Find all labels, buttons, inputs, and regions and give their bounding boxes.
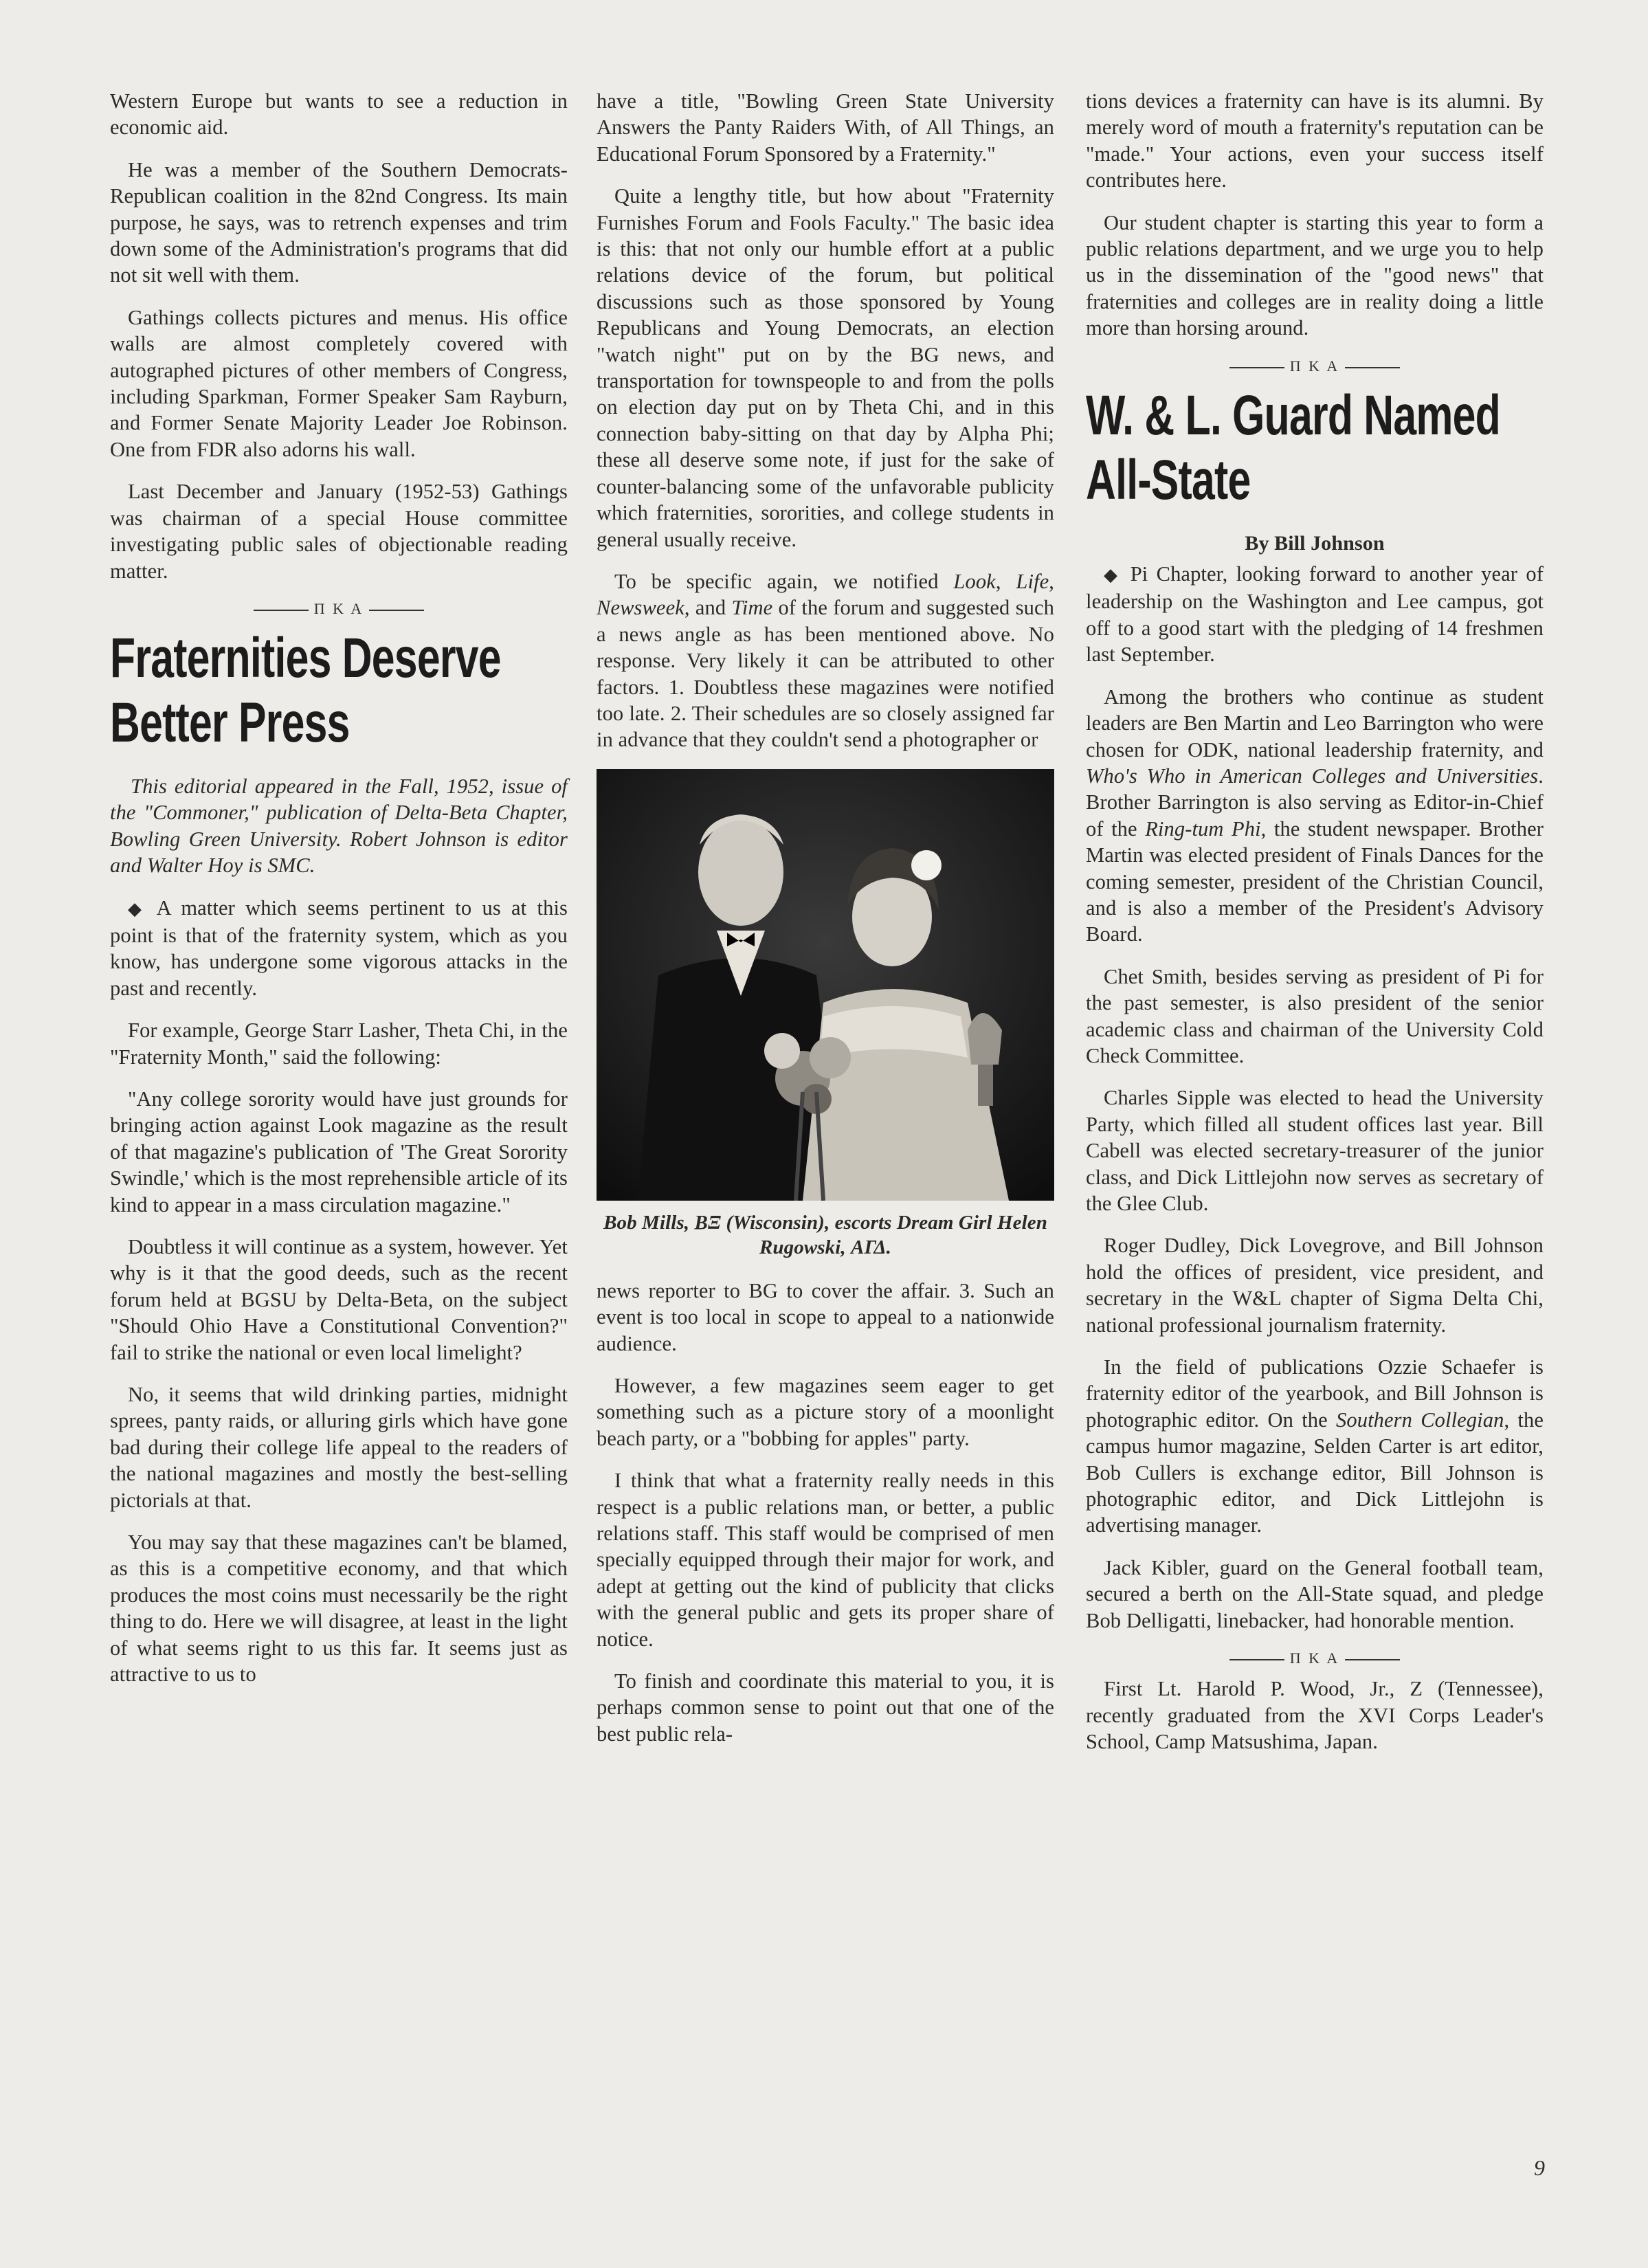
headline-wl-guard: W. & L. Guard Named All-State	[1086, 383, 1500, 511]
paragraph: have a title, "Bowling Green State University Answers the Panty Raiders With, of All Things, an Educational Forum Sponsored by a Fraternity."	[597, 89, 1054, 166]
paragraph: Roger Dudley, Dick Lovegrove, and Bill Johnson hold the offices of president, vice president, and secretary in the W&L chapter of Sigma Delta Chi, national professional journalism fraternity.	[1086, 1234, 1544, 1337]
column-left	[110, 88, 568, 1704]
paragraph: However, a few magazines seem eager to get something such as a picture story of a moonlight beach party, or a "bobbing for apples" party.	[597, 1373, 1054, 1450]
paragraph: news reporter to BG to cover the affair. 3. Such an event is too local in scope to appeal to a nationwide audience.	[597, 1278, 1054, 1355]
byline: By Bill Johnson	[1245, 531, 1385, 555]
paragraph: To finish and coordinate this material to you, it is perhaps common sense to point out that one of the best public rela-	[597, 1669, 1054, 1746]
paragraph: Western Europe but wants to see a reduction in economic aid.	[110, 89, 568, 140]
column-middle	[597, 88, 1054, 1763]
paragraph: ◆ A matter which seems pertinent to us at this point is that of the fraternity system, which as you know, has undergone some vigorous attacks in the past and recently.	[110, 896, 568, 1000]
couple-photo	[597, 769, 1054, 1201]
diamond-icon: ◆	[1104, 565, 1121, 586]
photo-caption: Bob Mills, ΒΞ (Wisconsin), escorts Dream Girl Helen Rugowski, ΑΓΔ.	[603, 1211, 1047, 1258]
paragraph: No, it seems that wild drinking parties, midnight sprees, panty raids, or alluring girls which have gone bad during their college life appeal to the readers of the national magazines and mostly the best-selling pictorials at that.	[110, 1383, 568, 1512]
editorial-intro: This editorial appeared in the Fall, 1952, issue of the "Commoner," publication of Delta-Beta Chapter, Bowling Green University. Robert Johnson is editor and Walter Hoy is SMC.	[110, 774, 568, 878]
page-number: 9	[1534, 2155, 1545, 2180]
paragraph: tions devices a fraternity can have is its alumni. By merely word of mouth a fraternity's reputation can be "made." Your actions, even your success itself contributes here.	[1086, 89, 1544, 192]
headline-fraternities: Fraternities Deserve Better Press	[110, 626, 501, 754]
paragraph: Last December and January (1952-53) Gathings was chairman of a special House committee investigating public sales of objectionable reading matter.	[110, 480, 568, 583]
paragraph: Charles Sipple was elected to head the University Party, which filled all student offices last year. Bill Cabell was elected secretary-treasurer of the junior class, and Dick Littlejohn now serves as secretary of the Glee Club.	[1086, 1086, 1544, 1215]
quote-paragraph: "Any college sorority would have just grounds for bringing action against Look magazine as the result of that magazine's publication of 'The Great Sorority Swindle,' which is the most reprehensible article of its kind to appear in a mass circulation magazine."	[110, 1087, 568, 1216]
paragraph: ◆ Pi Chapter, looking forward to another year of leadership on the Washington and Lee campus, got off to a good start with the pledging of 14 freshmen last September.	[1086, 562, 1544, 667]
paragraph: I think that what a fraternity really needs in this respect is a public relations man, or better, a public relations staff. This staff would be comprised of men specially equipped through their major for work, and adept at getting out the kind of publicity that clicks with the general public and gets its proper share of notice.	[597, 1469, 1054, 1651]
paragraph: Chet Smith, besides serving as president of Pi for the past semester, is also president of the senior academic class and chairman of the University Cold Check Committee.	[1086, 964, 1544, 1067]
paragraph: You may say that these magazines can't be blamed, as this is a competitive economy, and that which produces the most coins must necessarily be the right thing to do. Here we will disagree, at least in the light of what seems right to us this far. It seems just as attractive to us to	[110, 1531, 568, 1687]
diamond-icon: ◆	[128, 898, 147, 919]
section-separator: Π Κ Α	[110, 600, 568, 618]
paragraph: For example, George Starr Lasher, Theta Chi, in the "Fraternity Month," said the following:	[110, 1019, 568, 1069]
paragraph: He was a member of the Southern Democrats-Republican coalition in the 82nd Congress. Its main purpose, he says, was to retrench expenses and trim down some of the Administration's programs that did not sit well with them.	[110, 157, 568, 287]
paragraph: Gathings collects pictures and menus. His office walls are almost completely covered with autographed pictures of other members of Congress, including Sparkman, Former Speaker Sam Rayburn, and Former Senate Majority Leader Joe Robinson. One from FDR also adorns his wall.	[110, 305, 568, 461]
paragraph: Doubtless it will continue as a system, however. Yet why is it that the good deeds, such as the recent forum held at BGSU by Delta-Beta, on the subject "Should Ohio Have a Constitutional Convention?" fail to strike the national or even local limelight?	[110, 1235, 568, 1364]
section-separator: Π Κ Α	[1086, 1649, 1544, 1667]
paragraph: Quite a lengthy title, but how about "Fraternity Furnishes Forum and Fools Faculty." The basic idea is this: that not only our humble effort at a public relations device of the forum, but political discussions such as those sponsored by Young Republicans and Young Democrats, an election "watch night" put on by the BG news, and transportation for townspeople to and from the polls on election day put on by Theta Chi, and in this connection baby-sitting on that day by Alpha Phi; these all deserve some note, if just for the sake of counter-balancing some of the unfavorable publicity which fraternities, sororities, and college students in general usually receive.	[597, 184, 1054, 551]
paragraph: Jack Kibler, guard on the General football team, secured a berth on the All-State squad, and pledge Bob Delligatti, linebacker, had honorable mention.	[1086, 1555, 1544, 1632]
paragraph: In the field of publications Ozzie Schaefer is fraternity editor of the yearbook, and Bill Johnson is photographic editor. On the Southern Collegian, the campus humor magazine, Selden Carter is art editor, Bob Cullers is exchange editor, Bill Johnson is photographic editor, and Dick Littlejohn is advertising manager.	[1086, 1355, 1544, 1537]
paragraph: Among the brothers who continue as student leaders are Ben Martin and Leo Barrington who were chosen for ODK, national leadership fraternity, and Who's Who in American Colleges and Universities. Brother Barrington is also serving as Editor-in-Chief of the Ring-tum Phi, the student newspaper. Brother Martin was elected president of Finals Dances for the coming semester, president of the Christian Council, and is also a member of the President's Advisory Board.	[1086, 685, 1544, 946]
section-separator: Π Κ Α	[1086, 357, 1544, 375]
paragraph: To be specific again, we notified Look, Life, Newsweek, and Time of the forum and suggested such a news angle as has been mentioned above. No response. Very likely it can be attributed to other factors. 1. Doubtless these magazines were notified too late. 2. Their schedules are so closely assigned far in advance that they couldn't send a photographer or	[597, 569, 1055, 752]
column-right	[1086, 88, 1544, 1770]
photo-figure	[597, 769, 1054, 1260]
paragraph: Our student chapter is starting this year to form a public relations department, and we urge you to help us in the dissemination of the "good news" that fraternities and colleges are in reality doing a little more than horsing around.	[1086, 210, 1544, 340]
paragraph: First Lt. Harold P. Wood, Jr., Z (Tennessee), recently graduated from the XVI Corps Leader's School, Camp Matsushima, Japan.	[1086, 1677, 1544, 1753]
